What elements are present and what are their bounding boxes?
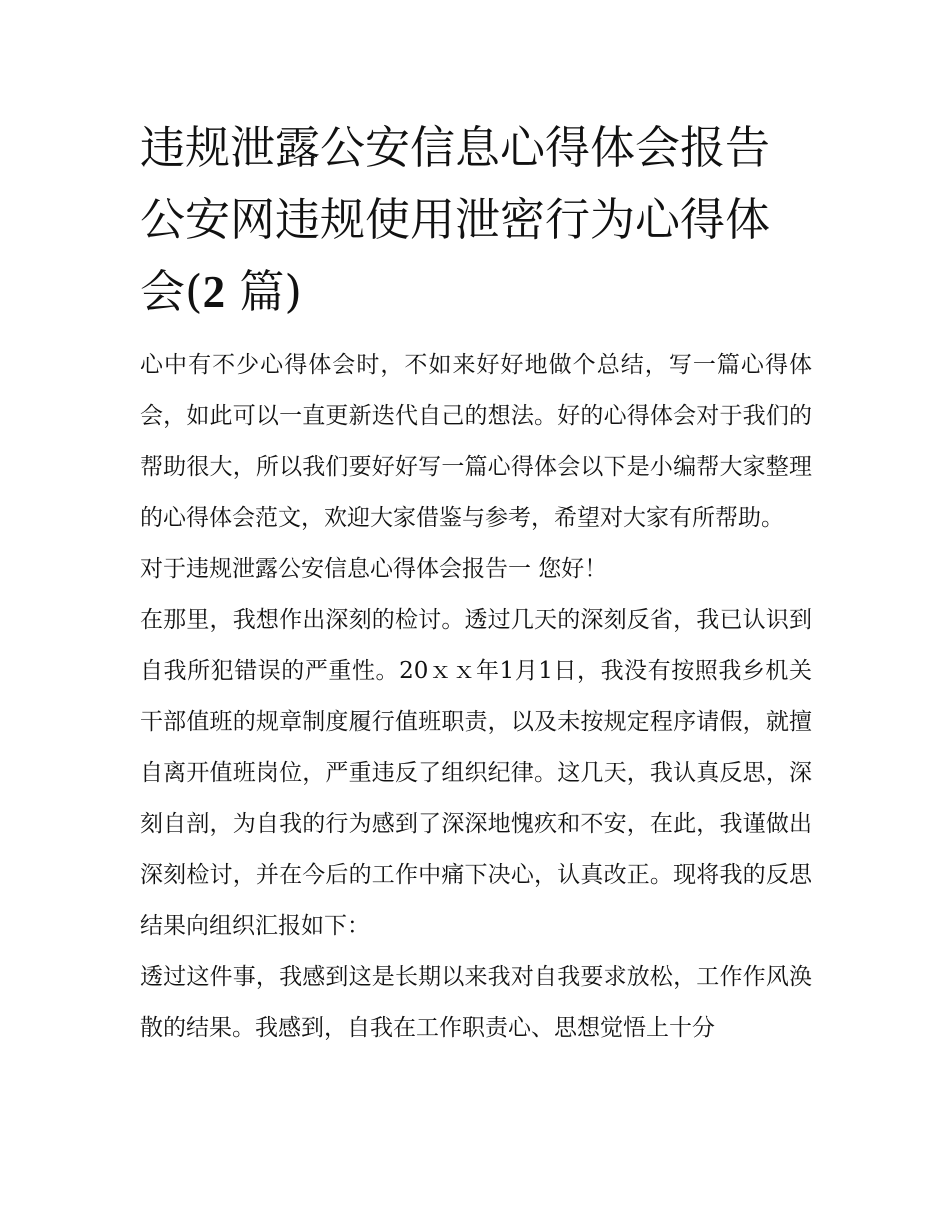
title-number: 2 (202, 267, 226, 317)
paragraph-reflection: 透过这件事，我感到这是长期以来我对自我要求放松，工作作风涣散的结果。我感到，自我在工作职责心、思想觉悟上十分 (140, 964, 812, 1041)
title-text-part1: 违规泄露公安信息心得体会报告 公安网违规使用泄密行为心得体会( (140, 121, 771, 318)
document-body (140, 340, 812, 1054)
document-title (140, 112, 812, 328)
paragraph-intro: 心中有不少心得体会时，不如来好好地做个总结，写一篇心得体会，如此可以一直更新迭代自己的想法。好的心得体会对于我们的帮助很大，所以我们要好好写一篇心得体会以下是小编帮大家整理的心得体会范文，欢迎大家借鉴与参考，希望对大家有所帮助。 (140, 352, 812, 531)
document-content (140, 112, 812, 1054)
paragraph-self-review: 在那里，我想作出深刻的检讨。透过几天的深刻反省，我已认识到自我所犯错误的严重性。20ｘｘ年1月1日，我没有按照我乡机关干部值班的规章制度履行值班职责，以及未按规定程序请假，就擅自离开值班岗位，严重违反了组织纪律。这几天，我认真反思，深刻自剖，为自我的行为感到了深深地愧疚和不安，在此，我谨做出深刻检讨，并在今后的工作中痛下决心，认真改正。现将我的反思结果向组织汇报如下： (140, 607, 812, 939)
paragraph-heading-one: 对于违规泄露公安信息心得体会报告一 您好！ (140, 556, 608, 582)
title-text-part2: 篇) (225, 265, 302, 318)
